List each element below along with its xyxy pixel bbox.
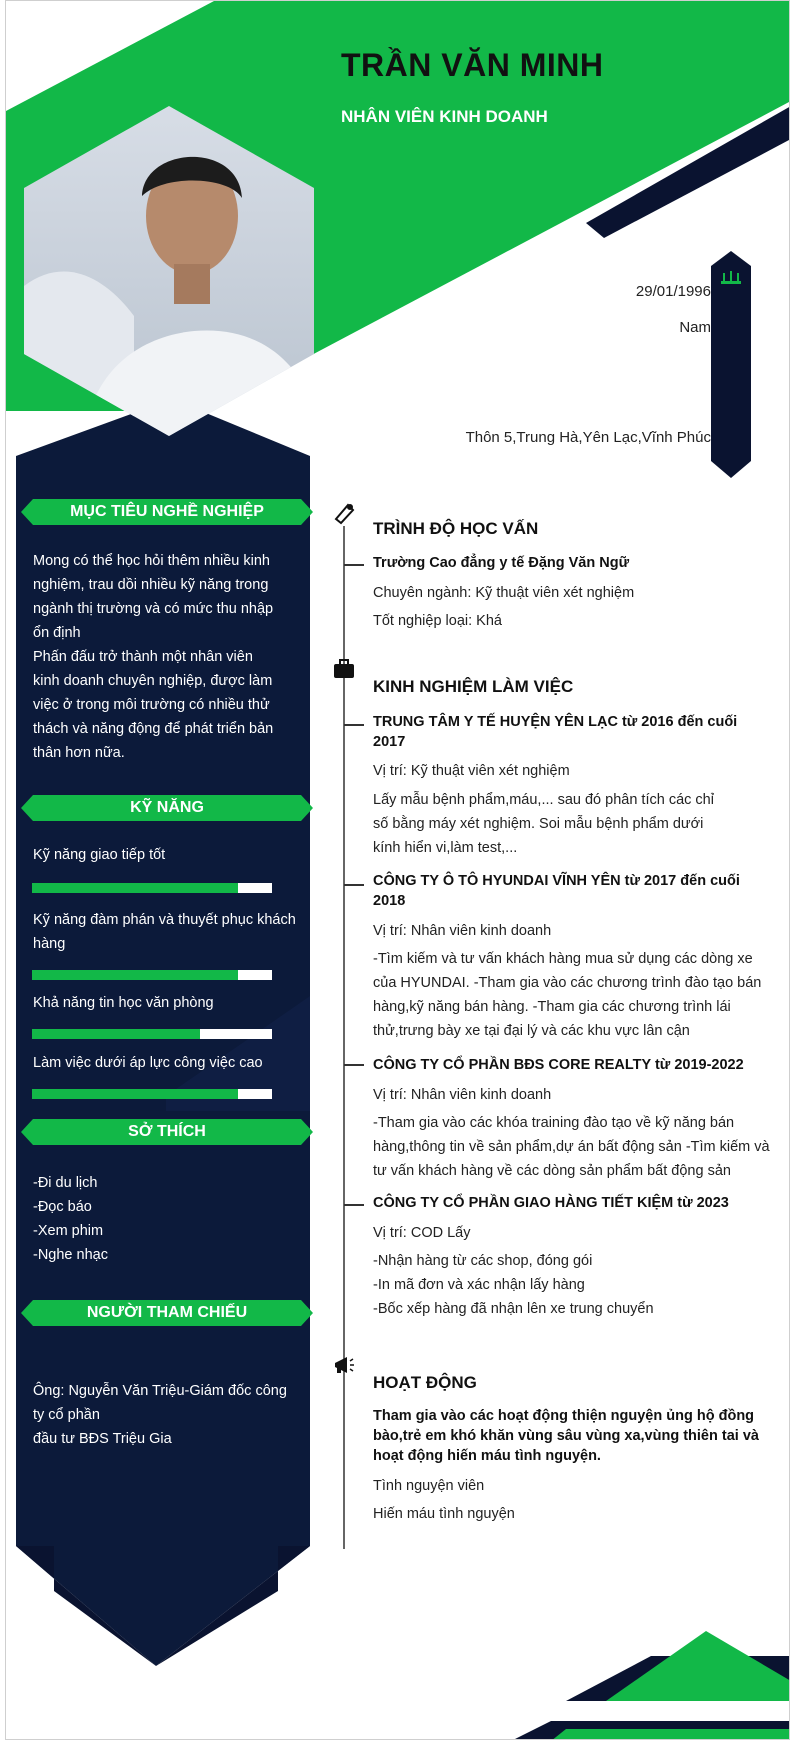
job-description: Lấy mẫu bệnh phẩm,máu,... sau đó phân tích các chỉ số bằng máy xét nghiệm. Soi mẫu bệnh phẩm dưới kính hiển vi,làm test,... [373,792,714,856]
skill-bar-fill [32,970,238,980]
briefcase-icon [332,657,356,681]
skill-bar [32,883,272,893]
hobby-item: -Đọc báo [33,1199,92,1215]
skills-header [21,795,313,821]
job-description: -Tham gia vào các khóa training đào tạo về kỹ năng bán hàng,thông tin về sản phẩm,dự án bất động sản -Tìm kiếm và tư vấn khách hàng về các dòng sản phẩm bất động sản [373,1115,770,1179]
objective-title: MỤC TIÊU NGHỀ NGHIỆP [70,503,264,520]
gender: Nam [679,319,711,336]
education-title: TRÌNH ĐỘ HỌC VẤN [373,519,539,538]
education-school: Trường Cao đẳng y tế Đặng Văn Ngữ [373,555,630,571]
job-position: Vị trí: COD Lấy [373,1225,471,1241]
job-company: CÔNG TY Ô TÔ HYUNDAI VĨNH YÊN từ 2017 đến cuối 2018 [373,873,740,909]
hobbies-header [21,1119,313,1145]
hobby-item: -Nghe nhạc [33,1247,108,1263]
skill-name: Làm việc dưới áp lực công việc cao [33,1055,263,1071]
skill-bar [32,1029,272,1039]
candidate-name: TRẦN VĂN MINH [341,47,604,83]
reference-line-1: Ông: Nguyễn Văn Triệu-Giám đốc công ty cổ phần [33,1383,287,1423]
objective-paragraph-2: Phấn đấu trở thành một nhân viên kinh doanh chuyên nghiệp, được làm việc ở trong môi trường có nhiều thử thách và năng động để phát triển bản thân hơn nữa. [33,649,274,761]
skill-bar [32,1089,272,1099]
job-company: CÔNG TY CỔ PHẦN GIAO HÀNG TIẾT KIỆM từ 2023 [373,1195,729,1211]
skill-name: Kỹ năng giao tiếp tốt [33,847,166,863]
job-duties [373,1249,773,1321]
activity-item: Tình nguyện viên [373,1478,485,1494]
timeline-tick [344,1064,364,1066]
timeline-tick [344,724,364,726]
experience-title: KINH NGHIỆM LÀM VIỆC [373,677,574,696]
activity-item: Hiến máu tình nguyện [373,1506,515,1522]
activities-summary: Tham gia vào các hoạt động thiện nguyện ủng hộ đồng bào,trẻ em khó khăn vùng sâu vùng xa,vùng thiên tai và hoạt động hiến máu tình nguyện. [373,1408,759,1464]
skill-bar [32,970,272,980]
hobbies-list [33,1171,283,1267]
duty-item: -Nhận hàng từ các shop, đóng gói [373,1253,593,1269]
skills-title: KỸ NĂNG [130,799,204,816]
reference-line-2: đầu tư BĐS Triệu Gia [33,1431,172,1447]
skill-bar-fill [32,883,238,893]
activities-title: HOẠT ĐỘNG [373,1373,477,1392]
duty-item: -In mã đơn và xác nhận lấy hàng [373,1277,585,1293]
references-title: NGƯỜI THAM CHIẾU [86,1304,248,1321]
address: Thôn 5,Trung Hà,Yên Lạc,Vĩnh Phúc [465,429,711,446]
building-icon [719,269,743,289]
timeline-tick [344,564,364,566]
diploma-icon [332,501,356,525]
job-position: Vị trí: Kỹ thuật viên xét nghiệm [373,763,570,779]
skill-name: Khả năng tin học văn phòng [33,995,214,1011]
cv-page [5,0,790,1740]
references-header [21,1300,313,1326]
objective-paragraph-1: Mong có thể học hỏi thêm nhiều kinh nghiệm, trau dồi nhiều kỹ năng trong ngành thị trường và có mức thu nhập ổn định [33,553,274,641]
education-grade: Tốt nghiệp loại: Khá [373,613,502,629]
hobbies-title: SỞ THÍCH [128,1123,206,1140]
job-description: -Tìm kiếm và tư vấn khách hàng mua sử dụng các dòng xe của HYUNDAI. -Tham gia vào các chương trình đào tạo bán hàng,kỹ năng bán hàng. -Tham gia các chương trình lái thử,trưng bày xe tại đại lý và các khu vực lân cận [373,951,762,1039]
hobby-item: -Xem phim [33,1223,104,1239]
skill-bar-fill [32,1029,200,1039]
duty-item: -Bốc xếp hàng đã nhận lên xe trung chuyển [373,1301,654,1317]
job-title: NHÂN VIÊN KINH DOANH [341,107,548,126]
skill-name: Kỹ năng đàm phán và thuyết phục khách hàng [33,912,296,952]
education-major: Chuyên ngành: Kỹ thuật viên xét nghiệm [373,585,635,601]
objective-text [33,549,283,765]
birthdate: 29/01/1996 [635,283,711,300]
timeline-tick [344,1204,364,1206]
megaphone-icon [332,1353,356,1377]
job-company: CÔNG TY CỔ PHẦN BĐS CORE REALTY từ 2019-2022 [373,1057,744,1073]
hobby-item: -Đi du lịch [33,1175,98,1191]
objective-header [21,499,313,525]
avatar [24,106,314,436]
skill-bar-fill [32,1089,238,1099]
job-position: Vị trí: Nhân viên kinh doanh [373,1087,552,1103]
job-company: TRUNG TÂM Y TẾ HUYỆN YÊN LẠC từ 2016 đến cuối 2017 [373,714,738,750]
job-position: Vị trí: Nhân viên kinh doanh [373,923,552,939]
reference-text [33,1379,295,1451]
timeline-tick [344,884,364,886]
